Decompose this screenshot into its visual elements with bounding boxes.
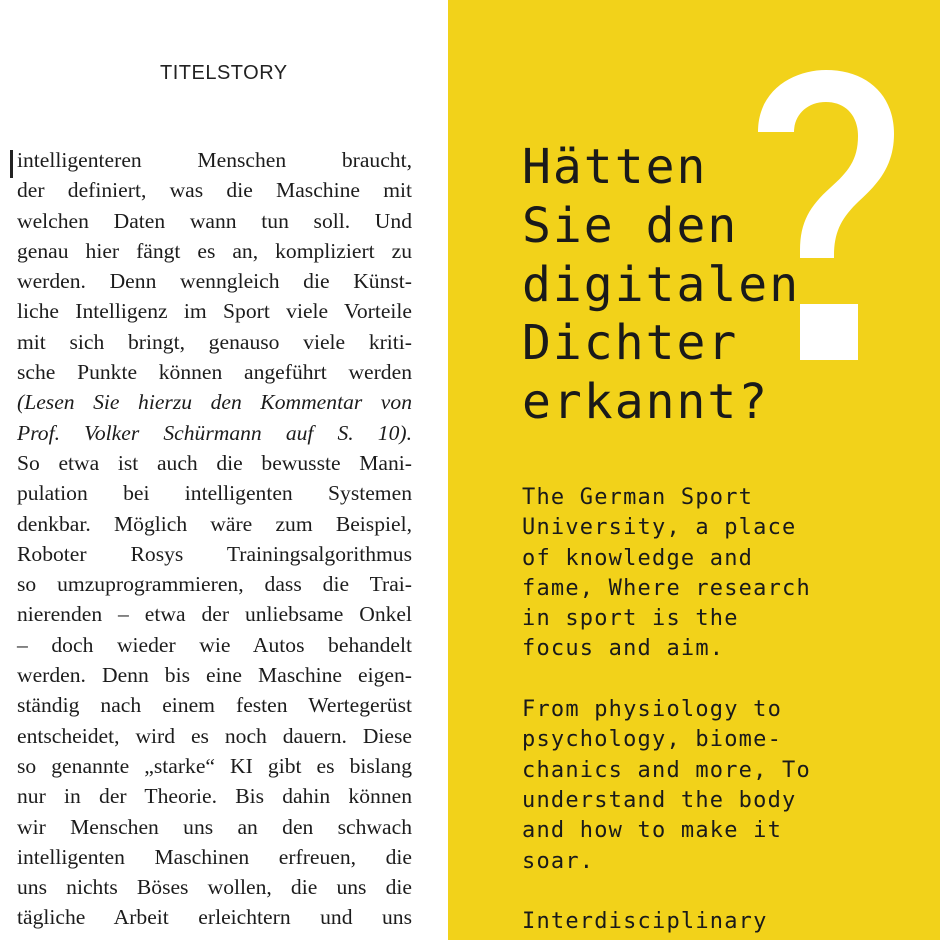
article-column <box>0 0 448 940</box>
headline-line: digitalen <box>522 256 801 313</box>
sidebar-box <box>448 0 940 940</box>
article-line: So etwa ist auch die bewusste Mani- <box>17 450 412 475</box>
poem-line: soar. <box>522 848 595 874</box>
poem-line: and how to make it <box>522 818 783 844</box>
question-mark-dot <box>800 304 858 360</box>
article-line: wir Menschen uns an den schwach <box>17 814 412 839</box>
article-line: werden. Denn wenngleich die Künst- <box>17 269 412 294</box>
headline-line: Dichter <box>522 315 739 372</box>
article-line: so genannte „starke“ KI gibt es bislang <box>17 753 412 778</box>
poem-line: The German Sport <box>522 485 754 510</box>
poem-line: in sport is the <box>522 606 739 632</box>
article-line: denkbar. Möglich wäre zum Beispiel, <box>17 511 412 536</box>
sidebar-headline <box>522 138 800 432</box>
article-line: pulation bei intelligenten Systemen <box>17 481 412 506</box>
margin-rule <box>10 150 13 178</box>
article-line: Roboter Rosys Trainingsalgorithmus <box>17 541 412 566</box>
poem-line: focus and aim. <box>522 636 725 662</box>
article-line: mit sich bringt, genauso viele kriti- <box>17 329 412 354</box>
poem-line: fame, Where research <box>522 575 811 601</box>
headline-line: Hätten <box>522 139 708 195</box>
article-line: so umzuprogrammieren, dass die Trai- <box>17 572 412 597</box>
stanza-gap <box>522 877 811 907</box>
article-line: (Lesen Sie hierzu den Kommentar von <box>17 390 412 415</box>
article-body <box>17 145 412 933</box>
stanza-gap <box>522 665 811 695</box>
poem-line: of knowledge and <box>522 545 754 571</box>
article-line: genau hier fängt es an, kompliziert zu <box>17 238 412 263</box>
article-line: der definiert, was die Maschine mit <box>17 178 412 203</box>
sidebar-poem <box>522 483 811 937</box>
poem-line: Interdisciplinary <box>522 909 768 935</box>
poem-line: University, a place <box>522 515 797 541</box>
article-line: intelligenten Maschinen erfreuen, die <box>17 844 412 869</box>
article-line: ständig nach einem festen Wertegerüst <box>17 693 412 718</box>
article-line: sche Punkte können angeführt werden <box>17 360 412 385</box>
article-line: nierenden – etwa der unliebsame Onkel <box>17 602 412 627</box>
article-line: tägliche Arbeit erleichtern und uns <box>17 905 412 930</box>
article-line: nur in der Theorie. Bis dahin können <box>17 784 412 809</box>
article-line: liche Intelligenz im Sport viele Vorteile <box>17 299 412 324</box>
article-line: entscheidet, wird es noch dauern. Diese <box>17 723 412 748</box>
article-line: – doch wieder wie Autos behandelt <box>17 632 412 657</box>
section-label: TITELSTORY <box>160 62 288 84</box>
poem-line: From physiology to <box>522 697 783 723</box>
article-line: uns nichts Böses wollen, die uns die <box>17 875 412 900</box>
headline-line: erkannt? <box>522 374 770 431</box>
article-line: werden. Denn bis eine Maschine eigen- <box>17 663 412 688</box>
article-line: intelligenteren Menschen braucht, <box>17 148 412 172</box>
headline-line: Sie den <box>522 197 739 254</box>
poem-line: psychology, biome- <box>522 727 783 753</box>
article-line: Prof. Volker Schürmann auf S. 10). <box>17 420 412 445</box>
poem-line: chanics and more, To <box>522 757 811 783</box>
article-line: welchen Daten wann tun soll. Und <box>17 208 412 233</box>
poem-line: understand the body <box>522 787 797 813</box>
